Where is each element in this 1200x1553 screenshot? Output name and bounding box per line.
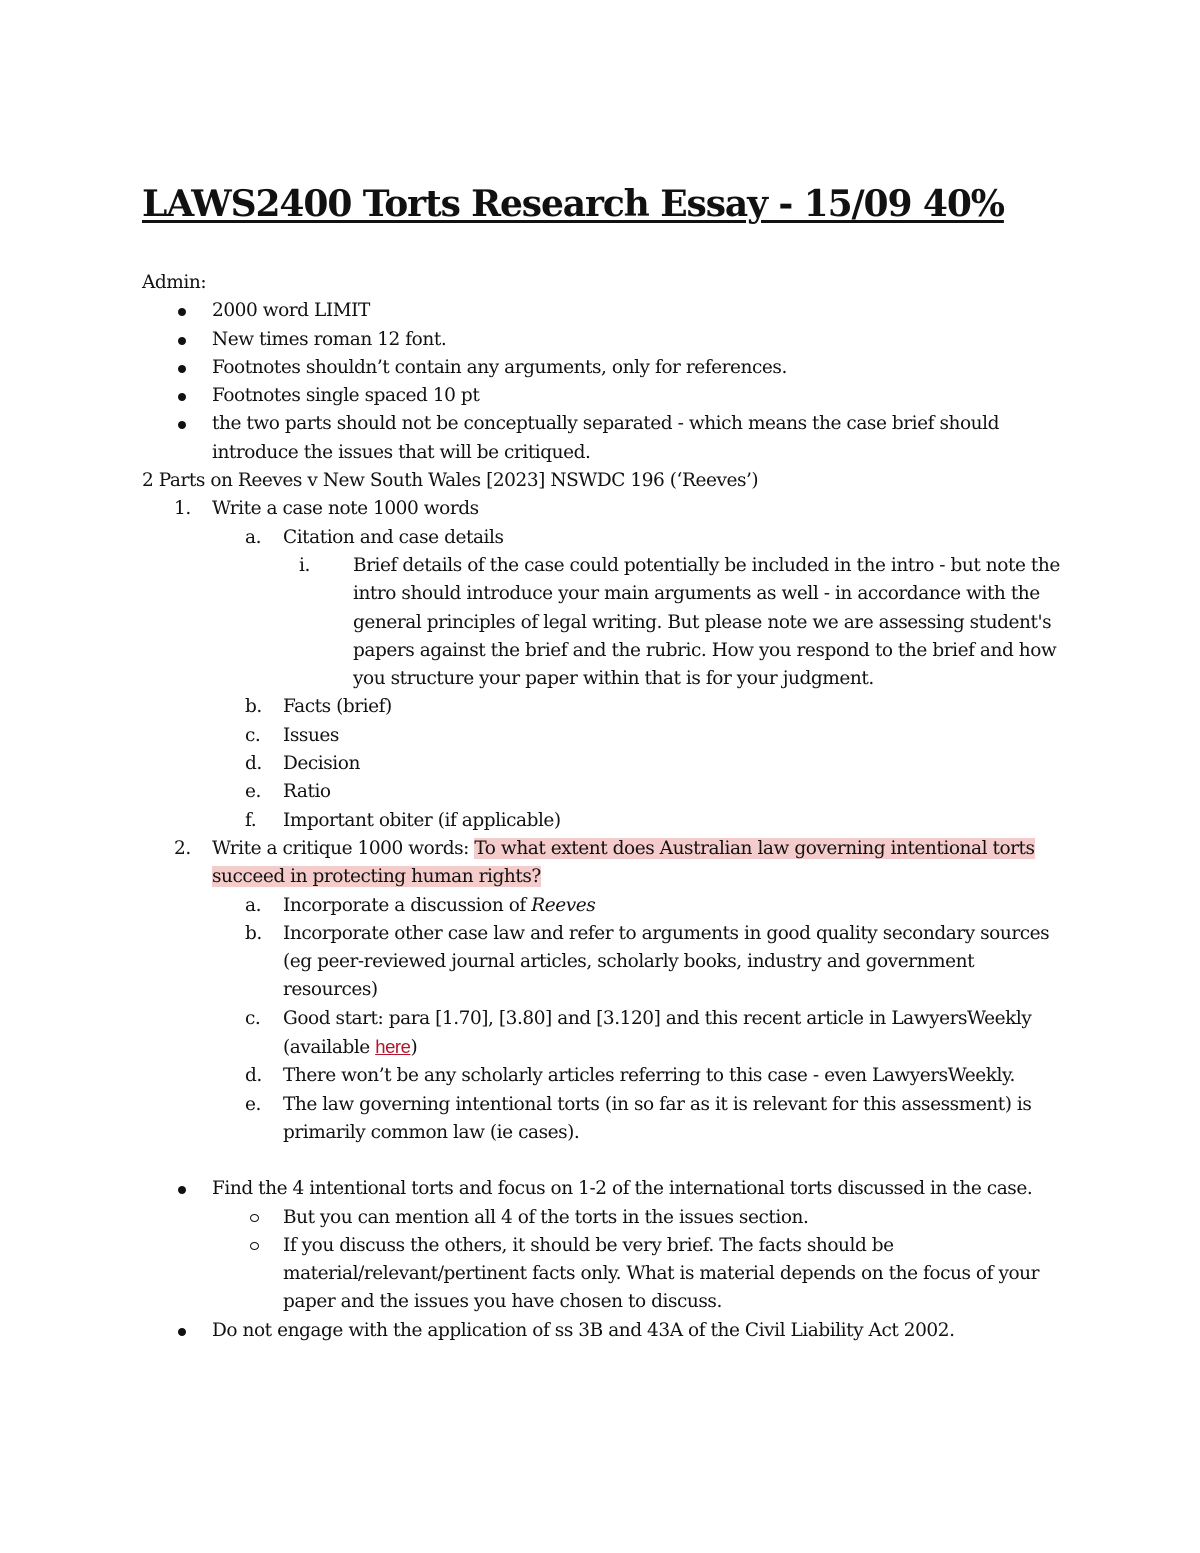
circle-bullet-icon (250, 1214, 259, 1222)
admin-item (142, 354, 1062, 382)
document-title: LAWS2400 Torts Research Essay - 15/09 40% (142, 183, 1004, 225)
here-link[interactable]: here (375, 1036, 411, 1058)
part-1-item (142, 693, 1062, 721)
admin-item-text: New times roman 12 font. (212, 328, 447, 350)
part-1-subitem-text: Brief details of the case could potentially be included in the intro - but note the intro should introduce your main arguments as well - in accordance with the general principles of legal writing. But please note we are assessing student's papers against the brief and the rubric. How you respond to the brief and how you structure your paper within that is for your judgment. (353, 554, 1060, 690)
list-marker: b. (245, 922, 262, 944)
circle-bullet-icon (250, 1242, 259, 1250)
final-bullet (142, 1317, 1062, 1345)
bullet-icon (178, 393, 186, 401)
admin-item (142, 410, 1062, 467)
list-marker: c. (245, 1007, 261, 1029)
bullet-icon (178, 421, 186, 429)
final-sub-bullet-text: If you discuss the others, it should be very brief. The facts should be material/relevant/pertinent facts only. What is material depends on the focus of your paper and the issues you have chosen to discuss. (283, 1234, 1039, 1313)
parts-heading-row (142, 467, 1062, 495)
list-marker: b. (245, 696, 262, 718)
list-marker: i. (299, 554, 310, 576)
part-2-item (142, 892, 1062, 920)
final-sub-bullet (142, 1204, 1062, 1232)
final-bullet (142, 1175, 1062, 1203)
part-1-item (142, 722, 1062, 750)
part-2-item (142, 920, 1062, 1005)
bullet-icon (178, 1186, 186, 1194)
list-marker: d. (245, 753, 262, 775)
part-1-item (142, 750, 1062, 778)
admin-item-text: Footnotes single spaced 10 pt (212, 385, 480, 407)
admin-item (142, 382, 1062, 410)
part-1-subitem (142, 552, 1062, 693)
part-2-item-text: The law governing intentional torts (in so far as it is relevant for this assessment) is primarily common law (ie cases). (283, 1093, 1032, 1143)
part-1 (142, 495, 1062, 523)
item-text: Good start: para [1.70], [3.80] and [3.120] and this recent article in LawyersWeekly (available (283, 1007, 1032, 1059)
list-marker: a. (245, 894, 262, 916)
part-2-item (142, 1062, 1062, 1090)
admin-item-text: 2000 word LIMIT (212, 300, 370, 322)
final-bullet-text: Do not engage with the application of ss 3B and 43A of the Civil Liability Act 2002. (212, 1319, 955, 1341)
part-1-item (142, 524, 1062, 552)
part-2-item-text (283, 892, 1062, 920)
list-marker: d. (245, 1065, 262, 1087)
part-1-item-text: Important obiter (if applicable) (283, 809, 561, 831)
admin-label-row (142, 269, 1062, 297)
part-2-lead: Write a critique 1000 words: (212, 837, 475, 859)
part-2-item-text: Incorporate other case law and refer to arguments in good quality secondary sources (eg peer-reviewed journal articles, scholarly books, industry and government resources) (283, 922, 1050, 1001)
bullet-icon (178, 308, 186, 316)
item-text: Incorporate a discussion of (283, 894, 532, 916)
part-2-item (142, 1005, 1062, 1063)
admin-item-text: Footnotes shouldn’t contain any arguments, only for references. (212, 356, 787, 378)
list-marker: 2. (174, 837, 191, 859)
final-sub-bullet-text: But you can mention all 4 of the torts in the issues section. (283, 1206, 809, 1228)
case-name-emphasis: Reeves (531, 894, 596, 916)
bullet-icon (178, 1328, 186, 1336)
item-text-after: ) (410, 1037, 418, 1059)
part-2-item-text: There won’t be any scholarly articles referring to this case - even LawyersWeekly. (283, 1065, 1015, 1087)
document-body (142, 269, 1062, 1345)
list-marker: f. (245, 809, 257, 831)
highlighted-question: To what extent does Australian law governing intentional torts succeed in protecting human rights? (212, 837, 1035, 888)
list-marker: e. (245, 1093, 261, 1115)
list-marker: 1. (174, 498, 191, 520)
part-1-item-text: Issues (283, 724, 339, 746)
list-marker: c. (245, 724, 261, 746)
part-1-item-text: Ratio (283, 781, 331, 803)
part-1-text: Write a case note 1000 words (212, 498, 479, 520)
part-2-text (212, 835, 1062, 892)
final-bullet-text: Find the 4 intentional torts and focus on 1-2 of the international torts discussed in the case. (212, 1178, 1033, 1200)
part-1-item-text: Citation and case details (283, 526, 504, 548)
part-2 (142, 835, 1062, 892)
admin-item (142, 326, 1062, 354)
part-1-item-text: Facts (brief) (283, 696, 392, 718)
bullet-icon (178, 337, 186, 345)
final-sub-bullet (142, 1232, 1062, 1317)
admin-item-text: the two parts should not be conceptually separated - which means the case brief should introduce the issues that will be critiqued. (212, 413, 999, 463)
spacer (142, 1147, 1062, 1175)
admin-label: Admin: (142, 272, 207, 293)
parts-heading: 2 Parts on Reeves v New South Wales [2023] NSWDC 196 (‘Reeves’) (142, 470, 759, 492)
list-marker: a. (245, 526, 262, 548)
admin-item (142, 297, 1062, 325)
part-1-item-text: Decision (283, 753, 360, 775)
part-1-item (142, 778, 1062, 806)
bullet-icon (178, 365, 186, 373)
list-marker: e. (245, 781, 261, 803)
part-2-item (142, 1091, 1062, 1148)
part-2-item-text (283, 1005, 1062, 1063)
part-1-item (142, 807, 1062, 835)
